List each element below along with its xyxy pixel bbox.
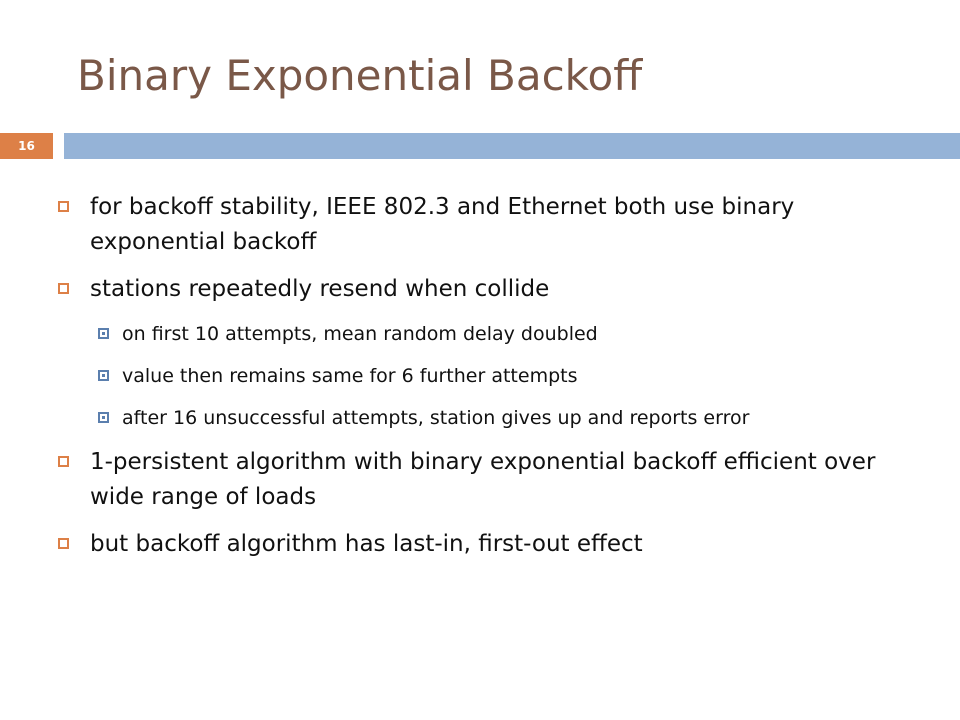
bullet-list: [56, 190, 936, 574]
filled-square-bullet-icon: [98, 412, 109, 423]
bullet-item: [56, 445, 936, 515]
page-number: 16: [18, 139, 35, 153]
filled-square-bullet-icon: [98, 328, 109, 339]
square-bullet-icon: [58, 456, 69, 467]
bullet-text: for backoff stability, IEEE 802.3 and Ethernet both use binary exponential backoff: [90, 194, 795, 255]
header-divider-bar: [64, 133, 960, 159]
bullet-item: [56, 190, 936, 260]
sub-bullet-text: value then remains same for 6 further attempts: [122, 365, 578, 387]
sub-bullet-text: after 16 unsuccessful attempts, station gives up and reports error: [122, 407, 750, 429]
square-bullet-icon: [58, 201, 69, 212]
slide-title: Binary Exponential Backoff: [77, 51, 643, 100]
bullet-item: [56, 527, 936, 562]
square-bullet-icon: [58, 283, 69, 294]
bullet-text: stations repeatedly resend when collide: [90, 276, 550, 302]
bullet-text: 1-persistent algorithm with binary exponential backoff efficient over wide range of loads: [90, 449, 876, 510]
bullet-item: [56, 272, 936, 307]
filled-square-bullet-icon: [98, 370, 109, 381]
square-bullet-icon: [58, 538, 69, 549]
sub-bullet-item: [98, 361, 936, 391]
sub-bullet-item: [98, 319, 936, 349]
sub-bullet-item: [98, 403, 936, 433]
bullet-text: but backoff algorithm has last-in, first-out effect: [90, 531, 643, 557]
page-number-badge: [0, 133, 53, 159]
sub-bullet-text: on first 10 attempts, mean random delay doubled: [122, 323, 598, 345]
